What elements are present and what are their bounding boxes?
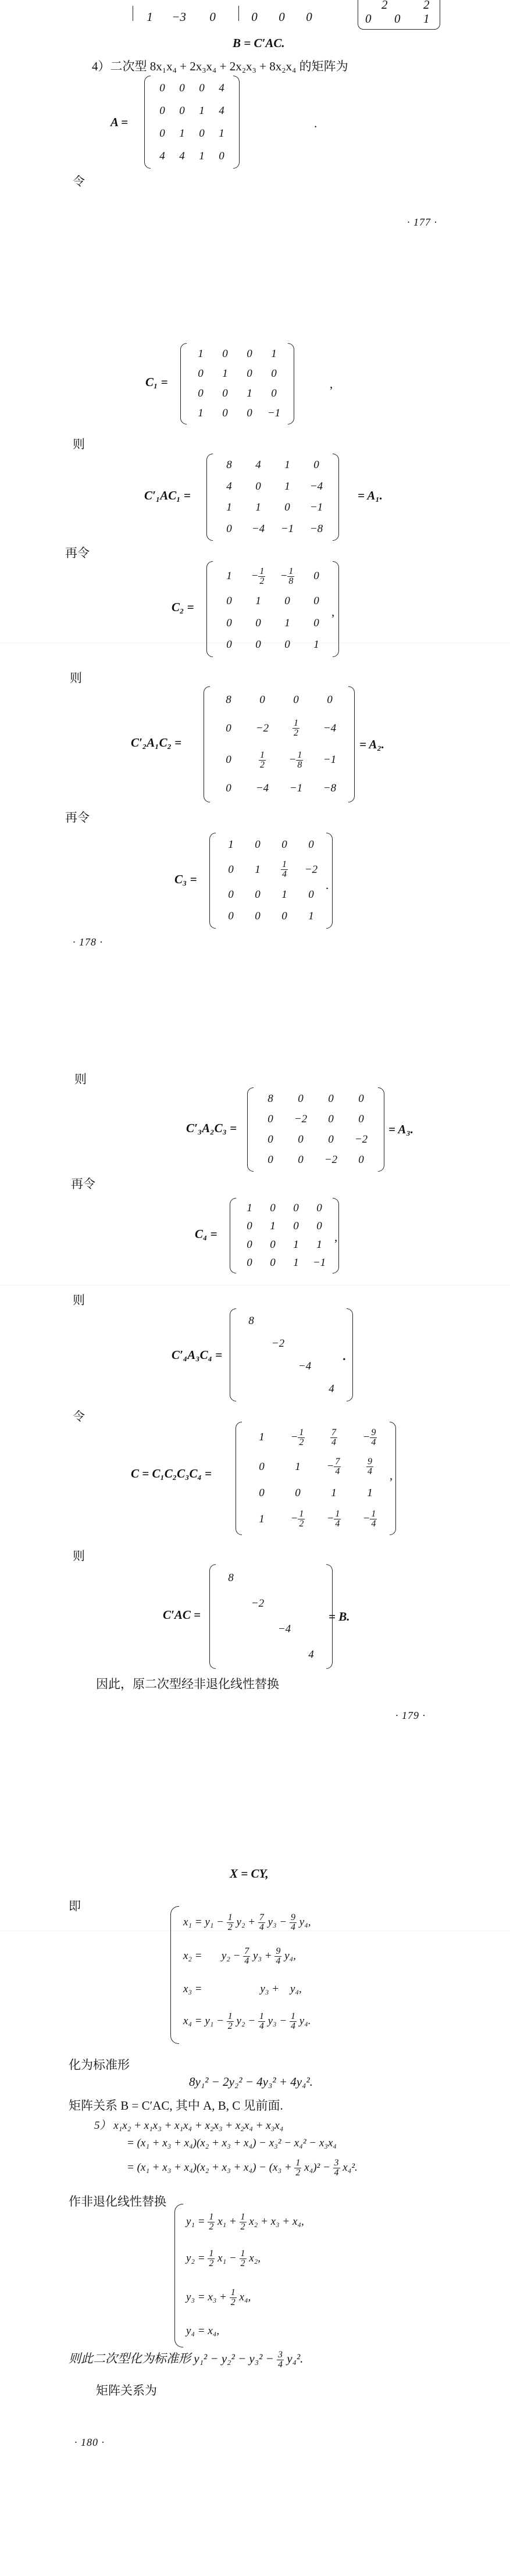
fraction (290, 2012, 297, 2031)
cfinal-prod-matrix (209, 1564, 333, 1669)
c3-matrix (209, 833, 333, 929)
matrix-cell: 1 (270, 1220, 276, 1233)
fraction-numerator: 1 (209, 2212, 214, 2222)
matrix-cell: − $\frac{1}{8}$ (288, 750, 302, 770)
matrix-cell: 0 (328, 1112, 334, 1125)
matrix-cell: 0 (298, 1154, 304, 1166)
matrix-cell: 1 (222, 368, 228, 380)
fraction (243, 1947, 250, 1966)
matrix-cell: − $\frac{1}{2}$ (251, 566, 265, 586)
fraction-numerator: 9 (290, 1913, 295, 1922)
page-number-178: · 178 · (73, 936, 103, 948)
fraction (227, 1913, 234, 1932)
matrix-cell: 4 (255, 459, 261, 472)
fraction-numerator: 1 (209, 2249, 214, 2259)
matrix-cell: −2 (324, 1154, 338, 1166)
matrix-cell: 0 (226, 616, 232, 629)
matrix-cell: 1 (284, 459, 290, 472)
fraction-numerator: 1 (240, 2249, 245, 2259)
cfinal-ze: 则 (73, 1549, 85, 1563)
fraction-denominator: 2 (209, 2259, 214, 2268)
matrix-cell: 0 (308, 838, 314, 851)
fraction-denominator: 4 (290, 1922, 295, 1932)
matrix-cell: −4 (255, 782, 269, 795)
matrix-cell: $\frac{7}{4}$ (331, 1427, 336, 1447)
matrix-cell: 0 (199, 127, 205, 140)
matrix-cell: 1 (226, 570, 232, 583)
page-number-180: · 180 · (74, 2436, 105, 2448)
matrix-cell: 0 (159, 127, 165, 140)
c2-prod-label: C′₂A₁C₂ = (131, 736, 182, 750)
std-form: 8y₁² − 2y₂² − 4y₃² + 4y₄². (189, 2075, 313, 2089)
c2-label: C₂ = (172, 600, 194, 614)
matrix-cell: 0 (268, 1154, 273, 1166)
matrix-cell: 1 (271, 348, 277, 360)
matrix-cell: −2 (255, 722, 269, 734)
system-brace (170, 1906, 179, 2044)
system2-brace (174, 2204, 183, 2347)
matrix-cell: 0 (179, 104, 185, 117)
matrix-cell: 4 (179, 149, 185, 162)
ji-text: 即 (69, 1899, 81, 1913)
b-equation: B = C′AC. (233, 36, 285, 50)
top-middle-matrix-row: 0 0 0 (238, 6, 312, 24)
matrix-cell: 1 (331, 1486, 337, 1499)
matrix-cell: − $\frac{1}{4}$ (362, 1509, 376, 1529)
matrix-cell: 0 (271, 368, 277, 380)
rel2-text: 矩阵关系为 (96, 2384, 157, 2397)
matrix-cell: 0 (327, 693, 333, 706)
fraction (227, 2012, 234, 2031)
matrix-cell: −4 (277, 1623, 291, 1635)
cfinal-tail: , (390, 1468, 393, 1482)
c4-ze: 则 (73, 1293, 85, 1307)
hua-text: 化为标准形 (69, 2058, 130, 2072)
matrix-cell: 0 (228, 910, 234, 923)
matrix-cell: 8 (228, 1572, 234, 1584)
fraction (258, 2012, 265, 2031)
matrix-cell: $\frac{1}{2}$ (260, 750, 265, 770)
matrix-cell: 0 (159, 104, 165, 117)
matrix-cell: 1 (293, 1257, 299, 1269)
fraction-numerator: 9 (276, 1946, 281, 1956)
cfinal-label: C = C₁C₂C₃C₄ = (131, 1467, 212, 1480)
matrix-cell: − $\frac{1}{2}$ (290, 1509, 304, 1529)
cfinal-prod-label: C′AC = (163, 1608, 201, 1622)
matrix-cell: 0 (259, 1486, 265, 1499)
matrix-cell: 0 (259, 1460, 265, 1473)
matrix-cell: 0 (284, 501, 290, 514)
matrix-cell: 1 (226, 501, 232, 514)
matrix-cell: 0 (255, 616, 261, 629)
matrix-cell: 0 (198, 368, 204, 380)
matrix-cell: 0 (313, 570, 319, 583)
matrix-cell: $\frac{1}{2}$ (294, 718, 298, 738)
matrix-cell: 0 (219, 149, 224, 162)
matrix-cell: 0 (247, 407, 252, 419)
fraction-denominator: 4 (278, 2359, 283, 2370)
matrix-cell: 1 (316, 1238, 322, 1251)
s5-line-a: 5） x₁x₂ + x₁x₃ + x₁x₄ + x₂x₃ + x₂x₄ + x₃x₄ (94, 2120, 284, 2132)
matrix-cell: 0 (313, 459, 319, 472)
matrix-cell: 0 (281, 838, 287, 851)
page-number-179: · 179 · (395, 1710, 426, 1721)
matrix-cell: −2 (294, 1112, 308, 1125)
s5-line-b: = (x₁ + x₃ + x₄)(x₂ + x₃ + x₄) − x₃² − x₄² − x₃x₄ (127, 2137, 337, 2149)
matrix-cell: 0 (198, 387, 204, 399)
matrix-cell: 0 (313, 595, 319, 608)
c4-label: C₄ = (195, 1227, 217, 1241)
matrix-cell: 1 (198, 407, 204, 419)
matrix-cell: 0 (247, 368, 252, 380)
matrix-cell: 1 (179, 127, 185, 140)
matrix-cell: −8 (309, 522, 323, 535)
fraction (208, 2249, 215, 2268)
matrix-cell: −4 (251, 522, 265, 535)
fraction-numerator: 1 (230, 2288, 236, 2297)
matrix-cell: 0 (226, 754, 231, 766)
matrix-cell: 1 (199, 149, 205, 162)
matrix-cell: − $\frac{1}{4}$ (326, 1509, 340, 1529)
matrix-cell: 0 (268, 1133, 273, 1146)
c2-zai-ling: 再令 (65, 811, 90, 825)
top-right-matrix: 2 2 0 0 1 (358, 0, 440, 30)
matrix-cell: 1 (228, 838, 234, 851)
c1-prod-label: C′₁AC₁ = (144, 488, 191, 502)
matrix-cell: − $\frac{1}{2}$ (290, 1427, 304, 1447)
matrix-cell: 1 (295, 1460, 301, 1473)
c1-prod-matrix (206, 454, 339, 541)
c2-matrix (206, 561, 339, 657)
matrix-cell: 4 (159, 149, 165, 162)
matrix-cell: −2 (354, 1133, 368, 1146)
c4-prod-label: C′₄A₃C₄ = (172, 1348, 223, 1362)
comma: , (331, 605, 335, 619)
matrix-cell: 4 (219, 81, 224, 94)
matrix-cell: 1 (255, 595, 261, 608)
matrix-cell: 0 (316, 1220, 322, 1233)
matrix-cell: 0 (222, 407, 228, 419)
matrix-cell: 0 (271, 387, 277, 399)
matrix-cell: 0 (199, 81, 205, 94)
matrix-cell: 0 (226, 638, 232, 651)
comma: , (334, 1230, 338, 1244)
c3-prod-result: = A₃. (388, 1122, 414, 1136)
matrix-cell: − $\frac{7}{4}$ (326, 1457, 340, 1477)
sys-line-3: x₃ = y₃ + y₄, (183, 1983, 302, 1995)
cfinal-matrix (236, 1422, 396, 1535)
matrix-cell: 1 (313, 638, 319, 651)
matrix-cell: 0 (259, 693, 265, 706)
matrix-cell: −2 (271, 1337, 285, 1350)
c4-matrix (230, 1198, 339, 1273)
fraction-numerator: 1 (240, 2212, 245, 2222)
sys-line-4: x₄ = y₁ − $\frac{1}{2}$ y₂ − $\frac{1}{4}$ y₃ − $\frac{1}{4}$ y₄. (183, 2011, 311, 2031)
matrix-cell: 0 (293, 693, 299, 706)
matrix-cell: 1 (281, 888, 287, 901)
matrix-cell: 1 (308, 910, 314, 923)
fraction-numerator: 1 (290, 2011, 295, 2021)
cfinal-conclusion: 因此，原二次型经非退化线性替换 (96, 1677, 279, 1691)
matrix-cell: −4 (298, 1360, 312, 1372)
c3-label: C₃ = (174, 872, 197, 886)
fraction-numerator: 1 (259, 2011, 264, 2021)
matrix-cell: 0 (298, 1092, 304, 1105)
fraction-denominator: 2 (230, 2297, 236, 2307)
matrix-cell: 0 (293, 1220, 299, 1233)
matrix-cell: 0 (270, 1201, 276, 1214)
matrix-cell: 0 (159, 81, 165, 94)
sys2-line-1: y₁ = $\frac{1}{2}$ x₁ + $\frac{1}{2}$ x₂ + x₃ + x₄, (186, 2212, 304, 2232)
fraction-denominator: 2 (227, 2021, 233, 2031)
comma: . (326, 878, 329, 892)
std2-line: 则此二次型化为标准形 y₁² − y₂² − y₃² − $\frac{3}{4}$ y₄². (69, 2349, 304, 2370)
c3-prod-label: C′₃A₂C₃ = (186, 1121, 237, 1135)
matrix-cell: 0 (222, 387, 228, 399)
matrix-cell: 0 (270, 1238, 276, 1251)
matrix-cell: −2 (304, 863, 318, 876)
matrix-cell: 0 (281, 910, 287, 923)
matrix-cell: $\frac{9}{4}$ (368, 1457, 372, 1477)
fraction-denominator: 2 (240, 2222, 245, 2232)
period: . (314, 116, 318, 130)
matrix-cell: 0 (358, 1112, 364, 1125)
matrix-cell: 1 (259, 1512, 265, 1525)
zuo-text: 作非退化线性替换 (69, 2195, 166, 2208)
fraction-denominator: 2 (209, 2222, 214, 2232)
fraction-denominator: 4 (290, 2021, 295, 2031)
matrix-cell: 8 (248, 1314, 254, 1327)
matrix-cell: 0 (358, 1154, 364, 1166)
matrix-cell: 0 (308, 888, 314, 901)
fraction (333, 2158, 340, 2178)
matrix-cell: 0 (328, 1133, 334, 1146)
matrix-cell: −4 (323, 722, 337, 734)
fraction-denominator: 2 (295, 2168, 301, 2178)
c2-prod-result: = A₂. (359, 737, 385, 751)
fraction (240, 2249, 247, 2268)
fraction (290, 1913, 297, 1932)
sys-line-2: x₂ = y₂ − $\frac{7}{4}$ y₃ + $\frac{9}{4}$ y₄, (183, 1946, 296, 1966)
matrix-cell: −1 (323, 754, 337, 766)
matrix-cell: 0 (284, 638, 290, 651)
s5-line-c: = (x₁ + x₃ + x₄)(x₂ + x₃ + x₄) − (x₃ + $\frac{1}{2}$ x₄)² − $\frac{3}{4}$ x₄². (127, 2158, 358, 2178)
c1-matrix (180, 343, 294, 424)
x-eq: X = CY, (230, 1867, 269, 1881)
sys2-line-2: y₂ = $\frac{1}{2}$ x₁ − $\frac{1}{2}$ x₂, (186, 2249, 261, 2268)
matrix-cell: 1 (247, 387, 252, 399)
fraction-numerator: 1 (295, 2158, 301, 2168)
matrix-cell: 0 (284, 595, 290, 608)
sys2-line-4: y₄ = x₄, (186, 2325, 220, 2337)
matrix-cell: 0 (255, 910, 261, 923)
c4-prod-result: . (343, 1349, 347, 1363)
matrix-cell: 0 (313, 616, 319, 629)
c3-ze: 则 (74, 1072, 87, 1086)
sys2-line-3: y₃ = x₃ + $\frac{1}{2}$ x₄, (186, 2288, 251, 2307)
matrix-cell: −8 (323, 782, 337, 795)
a-matrix-label: A = (110, 115, 129, 129)
fraction-denominator: 4 (334, 2168, 339, 2178)
matrix-cell: 1 (367, 1486, 373, 1499)
matrix-cell: −1 (280, 522, 294, 535)
matrix-cell: 1 (284, 616, 290, 629)
matrix-cell: 1 (259, 1431, 265, 1444)
matrix-cell: 1 (198, 348, 204, 360)
matrix-cell: 0 (247, 1238, 252, 1251)
matrix-cell: 0 (247, 1257, 252, 1269)
matrix-cell: 0 (316, 1201, 322, 1214)
fraction (277, 2350, 284, 2370)
c1-label: C₁ = (145, 375, 168, 389)
matrix-cell: −1 (309, 501, 323, 514)
c2-prod-matrix (204, 686, 355, 802)
matrix-cell: 8 (226, 693, 231, 706)
fraction-denominator: 2 (240, 2259, 245, 2268)
rel-text: 矩阵关系 B = C′AC, 其中 A, B, C 见前面. (69, 2099, 283, 2113)
fraction-numerator: 7 (259, 1913, 264, 1922)
c1-zai-ling: 再令 (65, 546, 90, 560)
page-number-177: · 177 · (407, 216, 437, 228)
comma: , (330, 377, 333, 391)
matrix-cell: 0 (255, 480, 261, 493)
matrix-cell: 4 (226, 480, 232, 493)
matrix-cell: −1 (289, 782, 303, 795)
matrix-cell: 0 (255, 888, 261, 901)
matrix-cell: 0 (222, 348, 228, 360)
c1-prod-result: = A₁. (358, 488, 383, 502)
matrix-cell: 0 (298, 1133, 304, 1146)
matrix-cell: $\frac{1}{4}$ (282, 859, 287, 880)
matrix-cell: 0 (247, 1220, 252, 1233)
fraction (208, 2213, 215, 2232)
ling-text: 令 (73, 174, 85, 188)
sys-line-1: x₁ = y₁ − $\frac{1}{2}$ y₂ + $\frac{7}{4}$ y₃ − $\frac{9}{4}$ y₄, (183, 1913, 311, 1932)
top-left-matrix-row: 1 −3 0 (133, 6, 216, 24)
matrix-cell: 4 (219, 104, 224, 117)
matrix-cell: 1 (247, 1201, 252, 1214)
fraction-denominator: 2 (227, 1922, 233, 1932)
fraction (258, 1913, 265, 1932)
c3-prod-matrix (247, 1087, 384, 1172)
c4-ling: 令 (73, 1410, 85, 1423)
matrix-cell: −1 (267, 407, 281, 419)
matrix-cell: 1 (199, 104, 205, 117)
matrix-cell: 0 (358, 1092, 364, 1105)
step4-intro: 4）二次型 8x₁x₄ + 2x₃x₄ + 2x₂x₃ + 8x₂x₄ 的矩阵为 (92, 59, 348, 73)
matrix-cell: 1 (255, 863, 261, 876)
a-matrix (144, 76, 240, 169)
matrix-cell: 0 (270, 1257, 276, 1269)
fraction-denominator: 4 (259, 2021, 264, 2031)
fraction-numerator: 7 (244, 1946, 249, 1956)
c1-ze: 则 (73, 437, 85, 451)
matrix-cell: 8 (226, 459, 232, 472)
fraction (274, 1947, 281, 1966)
matrix-cell: − $\frac{1}{8}$ (280, 566, 294, 586)
matrix-cell: 8 (268, 1092, 273, 1105)
matrix-cell: 0 (226, 782, 231, 795)
matrix-cell: 0 (268, 1112, 273, 1125)
fraction (294, 2158, 301, 2178)
matrix-cell: 0 (226, 722, 231, 734)
matrix-cell: 0 (255, 838, 261, 851)
matrix-cell: 0 (179, 81, 185, 94)
fraction-denominator: 4 (276, 1956, 281, 1966)
matrix-cell: 0 (228, 888, 234, 901)
matrix-cell: 1 (255, 501, 261, 514)
matrix-cell: 4 (308, 1649, 314, 1661)
fraction-numerator: 1 (227, 1913, 233, 1922)
matrix-cell: 0 (295, 1486, 301, 1499)
matrix-cell: −4 (309, 480, 323, 493)
fraction-numerator: 1 (227, 2011, 233, 2021)
matrix-cell: 0 (226, 522, 232, 535)
matrix-cell: 0 (255, 638, 261, 651)
matrix-cell: −1 (312, 1257, 326, 1269)
fraction-numerator: 3 (334, 2158, 339, 2168)
fraction-denominator: 4 (244, 1956, 249, 1966)
matrix-cell: 0 (247, 348, 252, 360)
fraction (240, 2213, 247, 2232)
c3-zai-ling: 再令 (71, 1177, 95, 1191)
fraction-denominator: 4 (259, 1922, 264, 1932)
c2-ze: 则 (70, 671, 82, 685)
matrix-cell: −2 (251, 1597, 265, 1610)
matrix-cell: − $\frac{9}{4}$ (362, 1427, 376, 1447)
cfinal-prod-result: = B. (329, 1610, 350, 1624)
matrix-cell: 0 (228, 863, 234, 876)
matrix-cell: 1 (219, 127, 224, 140)
matrix-cell: 0 (293, 1201, 299, 1214)
matrix-cell: 4 (329, 1382, 334, 1395)
matrix-cell: 0 (328, 1092, 334, 1105)
matrix-cell: 1 (284, 480, 290, 493)
matrix-cell: 0 (226, 595, 232, 608)
fraction-numerator: 3 (278, 2349, 283, 2360)
fraction (230, 2288, 237, 2307)
c4-prod-matrix (230, 1308, 353, 1401)
matrix-cell: 1 (293, 1238, 299, 1251)
